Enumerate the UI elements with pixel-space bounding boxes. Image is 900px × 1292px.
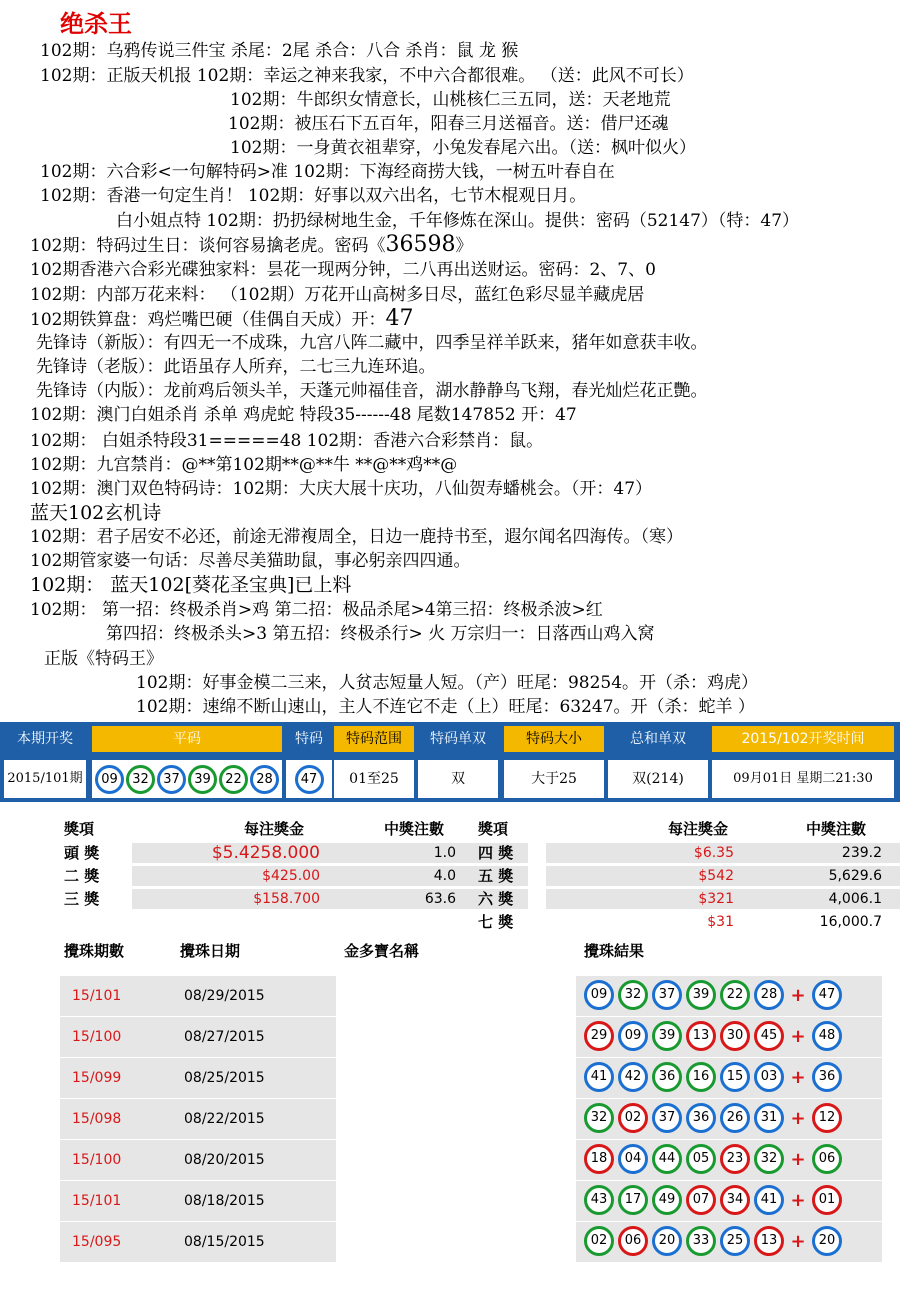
result-ball: 32 [618,980,648,1010]
draw-period: 2015/101期 [4,760,86,798]
page-title: 绝杀王 [60,9,132,38]
prize-count: 1.0 [433,845,456,861]
result-ball: 17 [618,1185,648,1215]
result-ball: 37 [652,1103,682,1133]
result-ball: 07 [686,1185,716,1215]
history-row [60,1017,882,1057]
history-balls [582,980,844,1010]
regular-ball: 22 [219,765,248,794]
prize-amount: $6.35 [693,845,734,861]
result-ball: 20 [652,1226,682,1256]
result-ball: 02 [618,1103,648,1133]
regular-ball: 28 [250,765,279,794]
result-special-ball: 20 [812,1226,842,1256]
history-period: 15/095 [72,1234,122,1250]
history-name-cell [336,1099,576,1139]
history-balls [582,1021,844,1051]
history-period: 15/100 [72,1029,122,1045]
text-line: 102期： 蓝天102[葵花圣宝典]已上料 [30,574,352,596]
text-line: 102期：澳门白姐杀肖 杀单 鸡虎蛇 特段35------48 尾数147852 开：47 [30,405,577,425]
regular-balls [92,760,282,798]
result-ball: 09 [584,980,614,1010]
result-special-ball: 48 [812,1021,842,1051]
result-ball: 18 [584,1144,614,1174]
history-name-cell [336,1140,576,1180]
text-line [30,234,472,257]
history-row [60,1181,882,1221]
prize-amount: $321 [698,891,734,907]
prize-header-count: 中獎注數 [806,820,867,838]
history-date: 08/27/2015 [184,1029,265,1045]
prize-amount: $425.00 [262,868,320,884]
result-ball: 30 [720,1021,750,1051]
regular-ball: 37 [157,765,186,794]
section-heading: 蓝天102玄机诗 [30,502,162,524]
result-ball: 22 [720,980,750,1010]
text-line: 102期：一身黄衣祖辈穿，小兔发春尾六出。（送：枫叶似火） [230,138,696,158]
history-balls [582,1103,844,1133]
result-ball: 43 [584,1185,614,1215]
result-special-ball: 36 [812,1062,842,1092]
prize-name: 三 獎 [64,890,100,908]
text-line: 102期： 第一招：终极杀肖>鸡 第二招：极品杀尾>4第三招：终极杀波>红 [30,600,603,620]
special-range: 01至25 [334,760,414,798]
text-line: 102期：被压石下五百年，阳春三月送福音。送：借尸还魂 [228,114,669,134]
history-balls [582,1144,844,1174]
history-header-result: 攪珠結果 [584,942,645,960]
result-ball: 13 [686,1021,716,1051]
prize-count: 4,006.1 [828,891,882,907]
result-ball: 29 [584,1021,614,1051]
special-size: 大于25 [504,760,604,798]
history-period: 15/101 [72,988,122,1004]
prize-amount: $158.700 [253,891,320,907]
result-ball: 04 [618,1144,648,1174]
special-ball-cell [286,760,332,798]
result-ball: 36 [652,1062,682,1092]
result-special-ball: 47 [812,980,842,1010]
result-ball: 03 [754,1062,784,1092]
text-line: 102期：君子居安不必还，前途无滞複周全，日边一鹿持书至，遐尔闻名四海传。（寒） [30,527,683,547]
text-line: 102期管家婆一句话：尽善尽美猫助鼠，事必躬亲四四通。 [30,551,471,571]
history-date: 08/15/2015 [184,1234,265,1250]
prize-header-name: 獎項 [478,820,509,838]
prize-amount: $5.4258.000 [211,843,320,863]
text-line: 先锋诗（老版）：此语虽存人所弃，二七三九连环追。 [36,357,436,377]
section-heading: 正版《特码王》 [44,649,163,669]
result-ball: 34 [720,1185,750,1215]
prize-count: 5,629.6 [828,868,882,884]
text-line: 102期：九宫禁肖：@**第102期**@**牛 **@**鸡**@ [30,455,458,475]
result-ball: 32 [584,1103,614,1133]
history-name-cell [336,976,576,1016]
history-date: 08/20/2015 [184,1152,265,1168]
result-ball: 15 [720,1062,750,1092]
history-row [60,1140,882,1180]
history-date: 08/22/2015 [184,1111,265,1127]
history-row [60,1222,882,1262]
text-line [30,308,413,331]
header-cell: 2015/102开奖时间 [712,726,894,752]
result-ball: 06 [618,1226,648,1256]
history-name-cell [336,1181,576,1221]
history-name-cell [336,1222,576,1262]
result-ball: 45 [754,1021,784,1051]
text-line: 白小姐点特 102期：扔扔绿树地生金，千年修炼在深山。提供：密码（52147）（特：47） [116,211,800,231]
prize-header-amount: 每注獎金 [668,820,729,838]
result-ball: 13 [754,1226,784,1256]
text-line: 先锋诗（内版）：龙前鸡后领头羊，天蓬元帅福佳音，湖水静静鸟飞翔，春光灿烂花正艷。 [36,381,708,401]
result-ball: 31 [754,1103,784,1133]
result-ball: 09 [618,1021,648,1051]
result-ball: 39 [686,980,716,1010]
header-cell: 本期开奖 [4,726,86,752]
result-ball: 41 [584,1062,614,1092]
plus-sign: + [790,1066,806,1088]
prize-name: 五 獎 [478,867,514,885]
regular-ball: 39 [188,765,217,794]
prize-count: 63.6 [424,891,456,907]
prize-header-count: 中獎注數 [384,820,445,838]
result-ball: 26 [720,1103,750,1133]
history-header-name: 金多寶名稱 [344,942,420,960]
special-ball: 47 [295,765,324,794]
text-line: 第四招：终极杀头>3 第五招：终极杀行> 火 万宗归一：日落西山鸡入窝 [106,624,655,644]
result-ball: 28 [754,980,784,1010]
text-line-body: 102期：特码过生日：谈何容易擒老虎。密码《 [30,236,386,256]
prize-count: 16,000.7 [819,914,882,930]
prize-name: 七 獎 [478,913,514,931]
draw-result-table [0,722,900,802]
result-special-ball: 01 [812,1185,842,1215]
history-balls [582,1185,844,1215]
result-ball: 16 [686,1062,716,1092]
result-ball: 33 [686,1226,716,1256]
result-ball: 05 [686,1144,716,1174]
result-ball: 32 [754,1144,784,1174]
text-line: 102期：正版天机报 102期：幸运之神来我家，不中六合都很难。 （送：此风不可长） [40,66,694,86]
result-ball: 39 [652,1021,682,1051]
text-line: 102期：牛郎织女情意长，山桃核仁三五同，送：天老地荒 [230,90,671,110]
result-ball: 44 [652,1144,682,1174]
prize-name: 二 獎 [64,867,100,885]
history-date: 08/29/2015 [184,988,265,1004]
regular-ball: 09 [95,765,124,794]
history-name-cell [336,1017,576,1057]
result-special-ball: 06 [812,1144,842,1174]
prize-name: 六 獎 [478,890,514,908]
prize-header-name: 獎項 [64,820,95,838]
plus-sign: + [790,1148,806,1170]
text-line: 102期：澳门双色特码诗：102期：大庆大展十庆功，八仙贺寿蟠桃会。（开：47） [30,479,653,499]
result-ball: 41 [754,1185,784,1215]
result-ball: 49 [652,1185,682,1215]
result-ball: 36 [686,1103,716,1133]
plus-sign: + [790,984,806,1006]
history-header-period: 攪珠期數 [64,942,125,960]
header-cell: 特码 [286,726,332,752]
history-period: 15/099 [72,1070,122,1086]
sum-oddeven: 双(214) [608,760,708,798]
prize-name: 頭 獎 [64,844,100,862]
plus-sign: + [790,1025,806,1047]
text-line: 102期：好事金模二三来，人贫志短量人短。（产）旺尾：98254。开（杀：鸡虎） [136,673,759,693]
result-ball: 23 [720,1144,750,1174]
text-line-tail: 》 [455,236,473,256]
header-cell: 特码范围 [334,726,414,752]
history-period: 15/098 [72,1111,122,1127]
text-line: 102期：香港一句定生肖！ 102期：好事以双六出名，七节木棍观日月。 [40,186,587,206]
result-ball: 42 [618,1062,648,1092]
text-line: 先锋诗（新版）：有四无一不成珠，九宫八阵二藏中，四季呈祥羊跃来，猪年如意获丰收。 [36,333,708,353]
header-cell: 平码 [92,726,282,752]
plus-sign: + [790,1230,806,1252]
draw-time: 09月01日 星期二21:30 [712,760,894,798]
prize-amount: $31 [707,914,734,930]
header-cell: 特码大小 [504,726,604,752]
result-special-ball: 12 [812,1103,842,1133]
history-date: 08/18/2015 [184,1193,265,1209]
history-row [60,1099,882,1139]
history-period: 15/100 [72,1152,122,1168]
text-line: 102期： 白姐杀特段31=====48 102期：香港六合彩禁肖：鼠。 [30,431,544,451]
history-balls [582,1226,844,1256]
history-row [60,976,882,1016]
prize-header-amount: 每注獎金 [244,820,305,838]
plus-sign: + [790,1189,806,1211]
text-line-body: 102期铁算盘：鸡烂嘴巴硬（佳偶自天成）开： [30,310,386,330]
special-oddeven: 双 [418,760,498,798]
open-number: 47 [385,306,414,331]
result-ball: 25 [720,1226,750,1256]
history-name-cell [336,1058,576,1098]
prize-name: 四 獎 [478,844,514,862]
result-ball: 02 [584,1226,614,1256]
text-line: 102期：内部万花来料： （102期）万花开山高树多日尽，蓝红色彩尽显羊藏虎居 [30,285,645,305]
regular-ball: 32 [126,765,155,794]
history-date: 08/25/2015 [184,1070,265,1086]
history-balls [582,1062,844,1092]
prize-amount: $542 [698,868,734,884]
plus-sign: + [790,1107,806,1129]
header-cell: 总和单双 [608,726,708,752]
text-line: 102期：乌鸦传说三件宝 杀尾：2尾 杀合：八合 杀肖：鼠 龙 猴 [40,41,519,61]
history-header-date: 攪珠日期 [180,942,241,960]
text-line: 102期：速绵不断山速山，主人不连它不走（上）旺尾：63247。开（杀：蛇羊 ） [136,697,755,717]
text-line: 102期：六合彩<一句解特码>准 102期：下海经商捞大钱，一树五叶春自在 [40,162,615,182]
prize-count: 239.2 [841,845,882,861]
history-period: 15/101 [72,1193,122,1209]
result-ball: 37 [652,980,682,1010]
header-cell: 特码单双 [418,726,498,752]
history-row [60,1058,882,1098]
text-line: 102期香港六合彩光碟独家料：昙花一现两分钟，二八再出送财运。密码：2、7、0 [30,260,656,280]
password-number: 36598 [385,232,456,257]
prize-count: 4.0 [433,868,456,884]
